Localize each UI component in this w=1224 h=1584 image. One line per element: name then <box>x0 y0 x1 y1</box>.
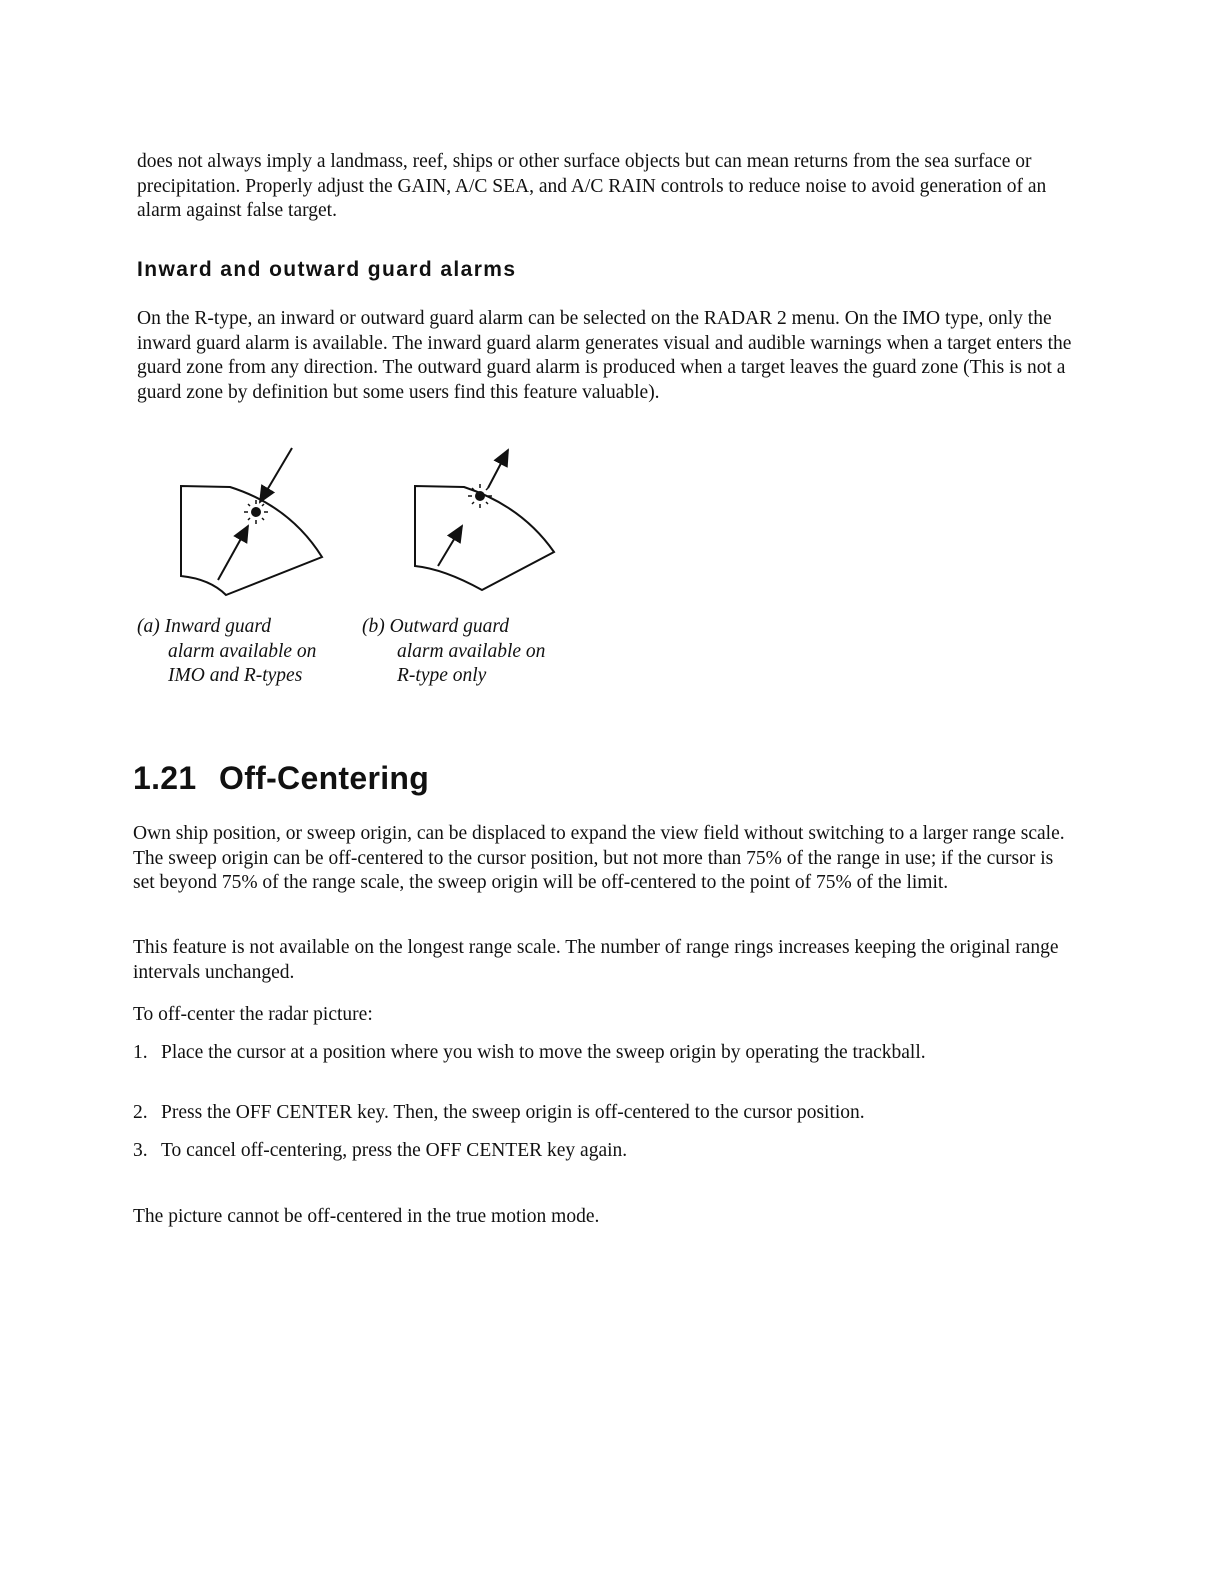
step-text: Press the OFF CENTER key. Then, the sweep origin is off-centered to the cursor position. <box>161 1102 865 1123</box>
guard-alarms-paragraph: On the R-type, an inward or outward guard alarm can be selected on the RADAR 2 menu. On the IMO type, only the inward guard alarm is available. The inward guard alarm generates visual and audible warnings when a target enters the guard zone from any direction. The outward guard alarm is produced when a target leaves the guard zone (This is not a guard zone by definition but some users find this feature valuable). <box>137 308 1072 403</box>
outward-guard-zone-diagram <box>404 440 574 605</box>
true-motion-note: The picture cannot be off-centered in the true motion mode. <box>133 1206 600 1227</box>
caption-line: (a) Inward guard <box>137 616 271 637</box>
step-number: 1. <box>133 1042 148 1063</box>
step-number: 2. <box>133 1102 148 1123</box>
caption-line: alarm available on <box>168 640 317 662</box>
section-number: 1.21 <box>133 760 197 796</box>
section-title: Off-Centering <box>219 760 430 796</box>
inward-guard-zone-diagram <box>170 440 340 605</box>
intro-paragraph: does not always imply a landmass, reef, ships or other surface objects but can mean returns from the sea surface or precipitation. Properly adjust the GAIN, A/C SEA, and A/C RAIN controls to reduce noise to avoid generation of an alarm against false target. <box>137 151 1047 221</box>
procedure-step <box>133 1041 1073 1066</box>
guard-alarms-heading: Inward and outward guard alarms <box>137 258 517 281</box>
step-text: To cancel off-centering, press the OFF CENTER key again. <box>161 1140 628 1161</box>
step-text: Place the cursor at a position where you wish to move the sweep origin by operating the trackball. <box>161 1042 926 1063</box>
caption-line: (b) Outward guard <box>362 616 509 637</box>
figure-a-caption <box>137 615 316 689</box>
figure-b-caption <box>362 615 545 689</box>
caption-line: alarm available on <box>397 640 546 662</box>
off-centering-paragraph-2: This feature is not available on the longest range scale. The number of range rings increases keeping the original range intervals unchanged. <box>133 937 1059 983</box>
procedure-step <box>133 1139 1073 1164</box>
caption-line: IMO and R-types <box>168 665 303 686</box>
procedure-step <box>133 1101 1073 1126</box>
caption-line: R-type only <box>397 665 487 686</box>
step-number: 3. <box>133 1140 148 1161</box>
section-heading-off-centering <box>133 760 429 797</box>
off-centering-paragraph-1: Own ship position, or sweep origin, can be displaced to expand the view field without switching to a larger range scale. The sweep origin can be off-centered to the cursor position, but not more than 75% of the range in use; if the cursor is set beyond 75% of the range scale, the sweep origin will be off-centered to the point of 75% of the limit. <box>133 823 1065 893</box>
procedure-intro: To off-center the radar picture: <box>133 1004 373 1025</box>
